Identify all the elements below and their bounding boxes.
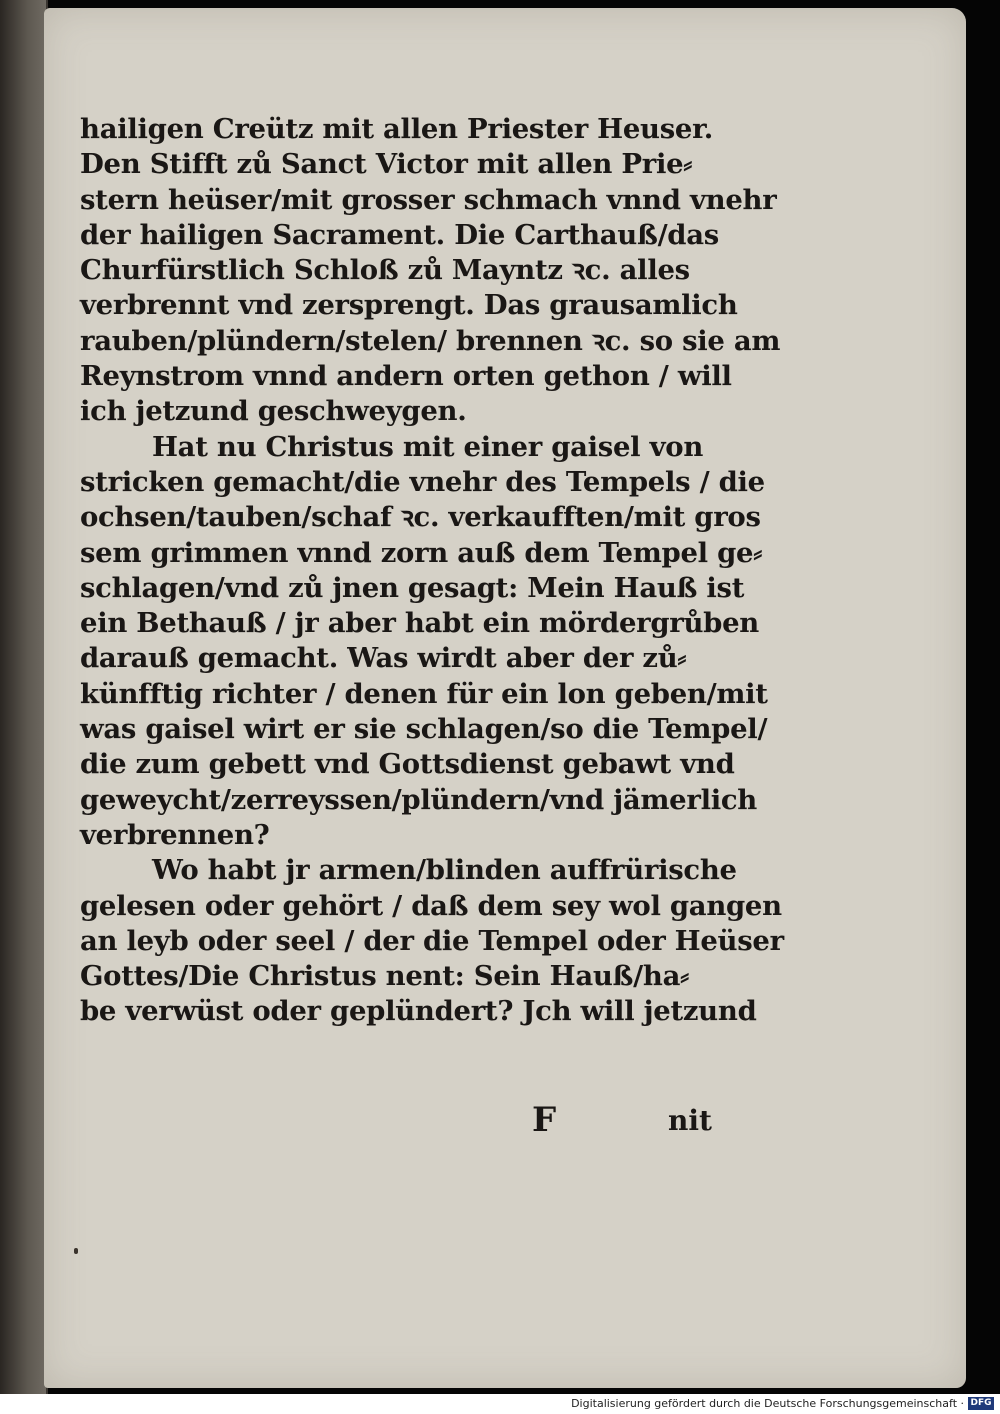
text-line: an leyb oder seel / der die Tempel oder Heüser bbox=[80, 924, 784, 957]
text-line: Churfürstlich Schloß zů Mayntz ꝛc. alles bbox=[80, 254, 690, 287]
text-line: der hailigen Sacrament. Die Carthauß/das bbox=[80, 218, 719, 251]
text-line: rauben/plündern/stelen/ brennen ꝛc. so sie am bbox=[80, 324, 781, 357]
text-line: stern heüser/mit grosser schmach vnnd vnehr bbox=[80, 183, 777, 216]
page-foot bbox=[80, 1100, 760, 1140]
text-line: Reynstrom vnnd andern orten gethon / will bbox=[80, 360, 732, 393]
text-line: be verwüst oder geplündert? Jch will jetzund bbox=[80, 995, 757, 1028]
text-line: die zum gebett vnd Gottsdienst gebawt vnd bbox=[80, 748, 735, 781]
book-page bbox=[44, 8, 966, 1388]
text-line: gelesen oder gehört / daß dem sey wol gangen bbox=[80, 889, 782, 922]
text-line: Den Stifft zů Sanct Victor mit allen Prie⸗ bbox=[80, 148, 693, 181]
dfg-logo: DFG bbox=[968, 1397, 994, 1410]
paragraph-start-line: Wo habt jr armen/blinden auffrürische bbox=[152, 854, 737, 887]
text-line: was gaisel wirt er sie schlagen/so die Tempel/ bbox=[80, 713, 768, 746]
text-line: sem grimmen vnnd zorn auß dem Tempel ge⸗ bbox=[80, 536, 763, 569]
paragraph-start-line: Hat nu Christus mit einer gaisel von bbox=[152, 430, 704, 463]
signature-mark: F bbox=[532, 1100, 557, 1140]
text-line: ochsen/tauben/schaf ꝛc. verkaufften/mit gros bbox=[80, 501, 761, 534]
facing-page-edge bbox=[0, 0, 48, 1394]
text-line: darauß gemacht. Was wirdt aber der zů⸗ bbox=[80, 642, 687, 675]
page-text bbox=[80, 112, 784, 1030]
text-line: Gottes/Die Christus nent: Sein Hauß/ha⸗ bbox=[80, 960, 689, 993]
text-line: schlagen/vnd zů jnen gesagt: Mein Hauß ist bbox=[80, 571, 745, 604]
text-line: hailigen Creütz mit allen Priester Heuser. bbox=[80, 113, 714, 145]
funding-credit: Digitalisierung gefördert durch die Deutsche Forschungsgemeinschaft · bbox=[571, 1397, 964, 1410]
catchword: nit bbox=[668, 1104, 712, 1137]
text-line: stricken gemacht/die vnehr des Tempels / die bbox=[80, 465, 765, 498]
text-line: ein Bethauß / jr aber habt ein mördergrůben bbox=[80, 607, 759, 640]
text-line: verbrennen? bbox=[80, 818, 270, 851]
text-line: geweycht/zerreyssen/plündern/vnd jämerlich bbox=[80, 783, 757, 816]
ink-speck bbox=[74, 1248, 78, 1254]
digitization-footer bbox=[0, 1394, 1000, 1414]
text-line: ich jetzund geschweygen. bbox=[80, 395, 467, 428]
text-line: künfftig richter / denen für ein lon geben/mit bbox=[80, 677, 768, 710]
text-line: verbrennt vnd zersprengt. Das grausamlich bbox=[80, 289, 738, 322]
